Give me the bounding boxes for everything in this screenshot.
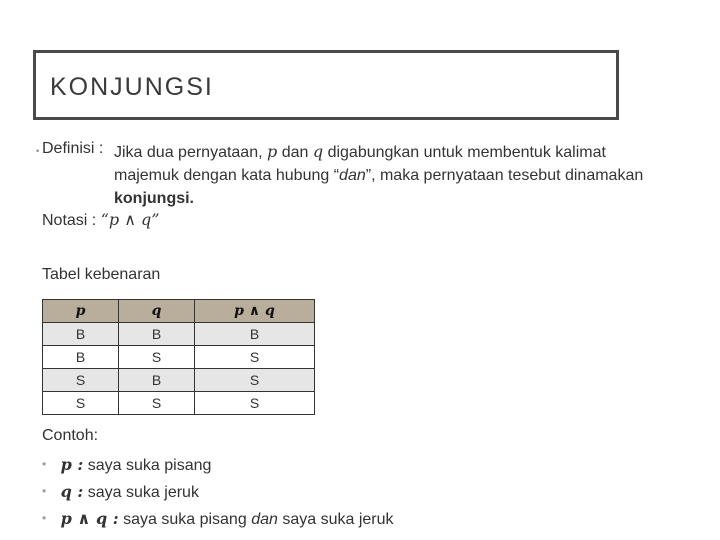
contoh-item-q (42, 482, 199, 502)
definisi-part-c: majemuk dengan kata hubung “ (114, 167, 340, 184)
definisi-part-b: digabungkan untuk membentuk kalimat (327, 144, 606, 161)
contoh-text-dan: dan (251, 511, 278, 528)
table-row (43, 392, 315, 415)
notasi-expression: “p ∧ q” (100, 210, 160, 229)
contoh-var: p ∧ q : (60, 509, 119, 528)
tabel-label: Tabel kebenaran (42, 266, 161, 283)
table-cell: B (43, 323, 119, 346)
bullet-dot-icon: • (42, 457, 47, 471)
definisi-label: Definisi : (42, 140, 104, 157)
table-cell: B (195, 323, 315, 346)
definisi-text (114, 140, 684, 210)
bullet-dot-icon: • (42, 511, 47, 525)
contoh-var: q : (60, 482, 84, 501)
notasi-label: Notasi : (42, 212, 97, 229)
definisi-dan: dan (281, 144, 309, 161)
header-q: q (119, 300, 195, 323)
definisi-dan-italic: dan (339, 167, 366, 184)
table-row (43, 346, 315, 369)
table-cell: B (43, 346, 119, 369)
slide-title: KONJUNGSI (50, 73, 214, 101)
bullet-dot-icon: • (36, 146, 40, 156)
header-p-and-q: p ∧ q (195, 300, 315, 323)
contoh-text-a: saya suka pisang (123, 511, 247, 528)
table-cell: S (119, 346, 195, 369)
table-cell: S (195, 346, 315, 369)
bullet-dot-icon: • (42, 484, 47, 498)
contoh-var: p : (60, 455, 84, 474)
table-row (43, 369, 315, 392)
definisi-part-a: Jika dua pernyataan, (114, 144, 263, 161)
definisi-term: konjungsi. (114, 190, 194, 207)
table-cell: S (119, 392, 195, 415)
table-cell: B (119, 369, 195, 392)
table-cell: S (43, 369, 119, 392)
contoh-item-p (42, 455, 211, 475)
contoh-label: Contoh: (42, 427, 99, 444)
truth-table (42, 299, 315, 415)
definisi-p: p (267, 142, 278, 161)
contoh-text-b: saya suka jeruk (282, 511, 394, 528)
contoh-text: saya suka jeruk (87, 484, 199, 501)
table-cell: B (119, 323, 195, 346)
table-cell: S (195, 369, 315, 392)
table-cell: S (43, 392, 119, 415)
contoh-text: saya suka pisang (87, 457, 212, 474)
slide-title-box (33, 50, 619, 120)
table-row (43, 323, 315, 346)
header-p: p (43, 300, 119, 323)
definisi-q: q (312, 142, 324, 161)
contoh-item-p-and-q (42, 509, 394, 529)
notasi-line (42, 210, 159, 230)
definisi-part-d: ”, maka pernyataan tesebut dinamakan (365, 167, 644, 184)
table-cell: S (195, 392, 315, 415)
truth-table-header (43, 300, 315, 323)
